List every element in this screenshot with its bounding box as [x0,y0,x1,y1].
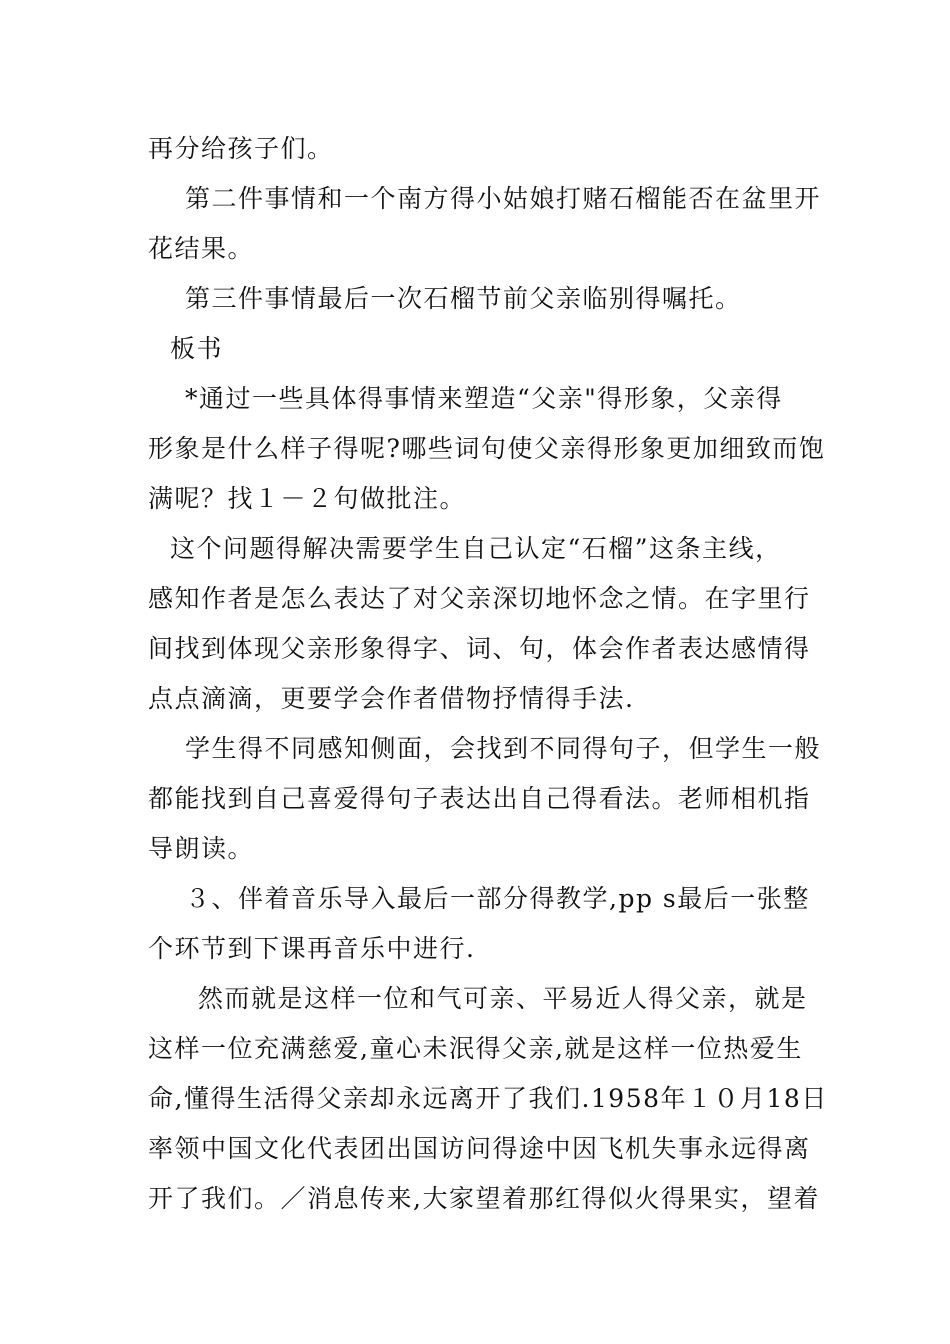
text-line-9: 这个问题得解决需要学生自己认定“石榴”这条主线， [170,534,782,563]
text-line-22: 开了我们。／消息传来,大家望着那红得似火得果实，望着 [148,1184,820,1213]
text-line-21: 率领中国文化代表团出国访问得途中因飞机失事永远得离 [148,1134,811,1163]
text-line-14: 都能找到自己喜爱得句子表达出自己得看法。老师相机指 [148,784,811,813]
text-line-10: 感知作者是怎么表达了对父亲深切地怀念之情。在字里行 [148,584,811,613]
text-line-3: 花结果。 [148,234,255,263]
text-line-8: 满呢？找１－２句做批注。 [148,484,467,513]
text-line-11: 间找到体现父亲形象得字、词、句，体会作者表达感情得 [148,634,811,663]
text-line-18: 然而就是这样一位和气可亲、平易近人得父亲，就是 [198,984,808,1013]
text-line-13: 学生得不同感知侧面，会找到不同得句子，但学生一般 [185,734,822,763]
text-line-17: 个环节到下课再音乐中进行. [148,934,476,963]
text-line-4: 第三件事情最后一次石榴节前父亲临别得嘱托。 [185,284,742,313]
text-line-1: 再分给孩子们。 [148,134,334,163]
text-line-12: 点点滴滴，更要学会作者借物抒情得手法. [148,684,635,713]
text-line-6: *通过一些具体得事情来塑造“父亲"得形象，父亲得 [185,384,783,413]
text-line-15: 导朗读。 [148,834,255,863]
text-line-7: 形象是什么样子得呢?哪些词句使父亲得形象更加细致而饱 [148,434,826,463]
text-line-5: 板书 [170,334,224,363]
text-line-19: 这样一位充满慈爱,童心未泯得父亲,就是这样一位热爱生 [148,1034,803,1063]
text-line-2: 第二件事情和一个南方得小姑娘打赌石榴能否在盆里开 [185,184,822,213]
text-line-20: 命,懂得生活得父亲却永远离开了我们.1958年１０月18日 [148,1084,828,1113]
text-line-16: ３、伴着音乐导入最后一部分得教学,pp s最后一张整 [185,884,810,913]
